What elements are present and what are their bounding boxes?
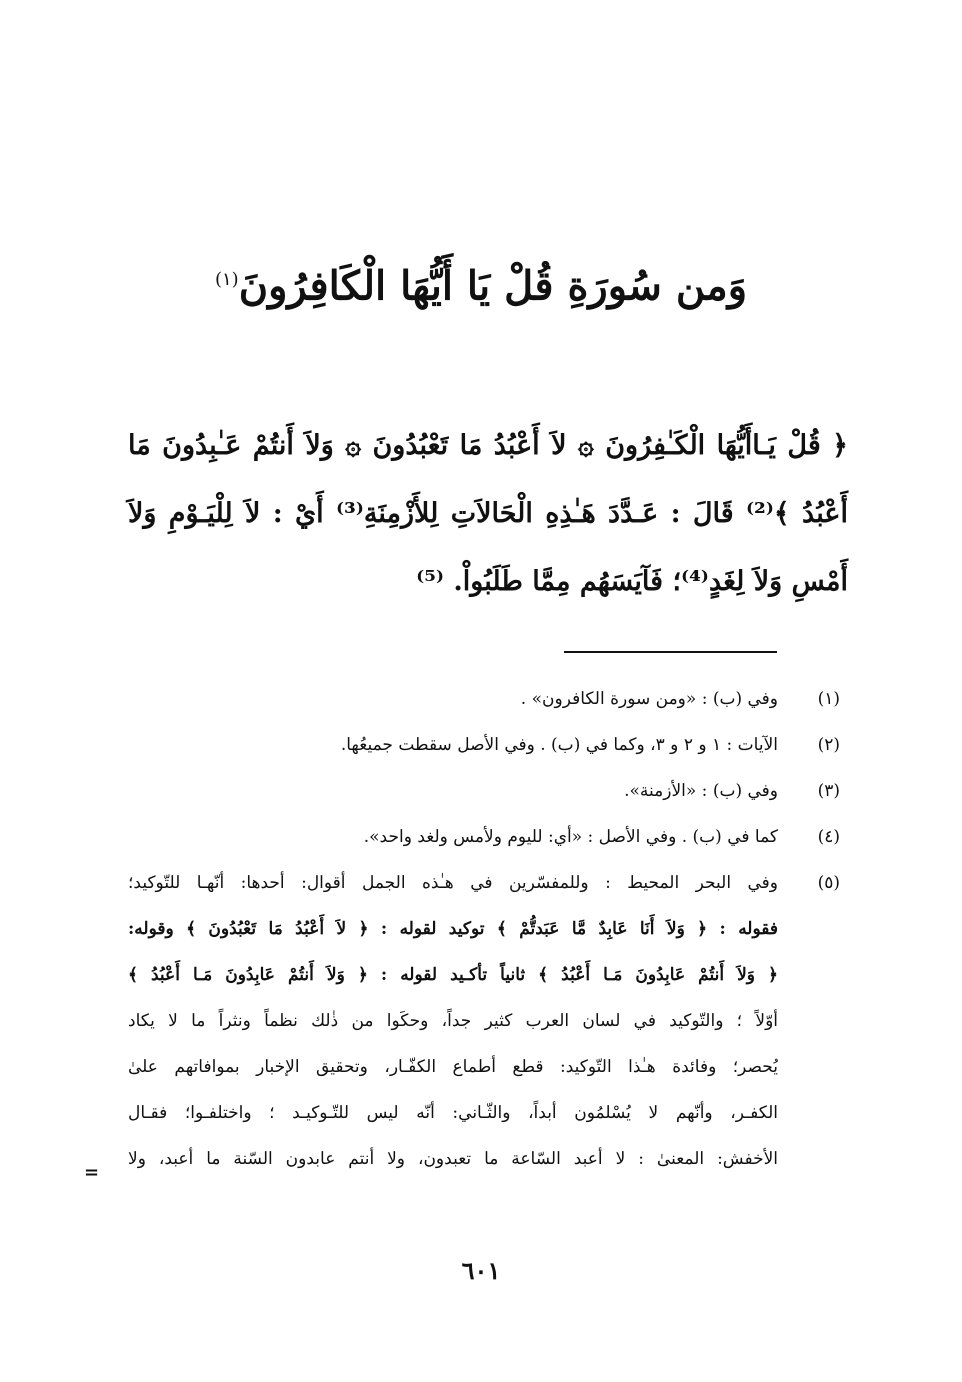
footnote-text: وفي (ب) : «الأزمنة». [624, 781, 778, 801]
footnote-line: فقوله : ﴿ وَلاَ أَنَا عَابِدٌ مَّا عَبَدتُّمْ ﴾ توكيد لقوله : ﴿ لاَ أَعْبُدُ مَا تَعْبُدُونَ ﴾ وقوله: [128, 919, 778, 939]
footnote-line: الكفـر، وأنّهم لا يُسْلمُون أبداً، والثّـاني: أنّه ليس للتّـوكيـد ؛ واختلفـوا؛ فقـال [128, 1103, 778, 1123]
footnote-2 [128, 722, 840, 768]
footnote-3 [128, 768, 840, 814]
footnote-line: يُحصر؛ وفائدة هـٰذا التّوكيد: قطع أطماع الكفّـار، وتحقيق الإخبار بموافاتهم علىٰ [128, 1057, 778, 1077]
page-number: ٦٠١ [461, 1256, 501, 1285]
surah-title-text: وَمن سُورَةِ قُلْ يَا أَيُّهَا الْكَافِرُونَ [238, 262, 748, 310]
footnote-text: الآيات : ١ و ٢ و ٣، وكما في (ب) . وفي الأصل سقطت جميعُها. [340, 735, 778, 755]
main-text-line: أَمْسِ وَلاَ لِغَدٍ⁽⁴⁾؛ فَآيَسَهُم مِمَّا طَلَبُواْ. ⁽⁵⁾ [416, 566, 848, 597]
footnote-line: ﴿ وَلاَ أَنتُمْ عَابِدُونَ مَـا أَعْبُدُ ﴾ ثانياً تأكـيد لقوله : ﴿ وَلاَ أَنتُمْ عَابِدُونَ مَـا أَعْبُدُ ﴾ [128, 965, 778, 985]
footnote-1 [128, 676, 840, 722]
footnote-text: وفي (ب) : «ومن سورة الكافرون» . [520, 689, 778, 709]
main-text-line: ﴿ قُلْ يَـاأَيُّهَا الْكَـٰفِرُونَ ۞ لاَ أَعْبُدُ مَا تَعْبُدُونَ ۞ وَلاَ أَنتُمْ عَـٰبِدُونَ مَا [128, 430, 848, 461]
footnote-separator [564, 651, 777, 653]
main-text [128, 412, 848, 616]
footnote-line: وفي البحر المحيط : وللمفسّرين في هـٰذه الجمل أقوال: أحدها: أنّهـا للتّوكيد؛ [128, 873, 778, 893]
footnote-5 [128, 860, 840, 1182]
footnote-text: كما في (ب) . وفي الأصل : «أي: لليوم ولأمس ولغد واحد». [363, 827, 778, 847]
surah-title [150, 250, 812, 316]
footnote-number: (٣) [817, 781, 840, 801]
footnote-4 [128, 814, 840, 860]
footnote-number: (٤) [817, 827, 840, 847]
footnote-number: (٢) [817, 735, 840, 755]
main-text-line: أَعْبُدُ ﴾⁽²⁾ قَالَ : عَـدَّدَ هَـٰذِهِ الْحَالاَتِ لِلأَزْمِنَةِ⁽³⁾ أَيْ : لاَ لِلْيَـوْمِ وَلاَ [128, 498, 848, 529]
footnote-5-body [128, 860, 778, 1182]
title-footnote-ref: (١) [214, 269, 239, 290]
footnote-line: الأخفش: المعنىٰ : لا أعبد السّاعة ما تعبدون، ولا أنتم عابدون السّنة ما أعبد، ولا [128, 1149, 778, 1169]
continuation-mark: = [84, 1162, 100, 1183]
footnote-number: (١) [817, 689, 840, 709]
footnote-line: أوّلاً ؛ والتّوكيد في لسان العرب كثير جداً، وحكَوا من ذٰلك نظماً ونثراً ما لا يكاد [128, 1011, 778, 1031]
footnote-number: (٥) [817, 873, 840, 893]
footnotes [128, 676, 840, 1182]
